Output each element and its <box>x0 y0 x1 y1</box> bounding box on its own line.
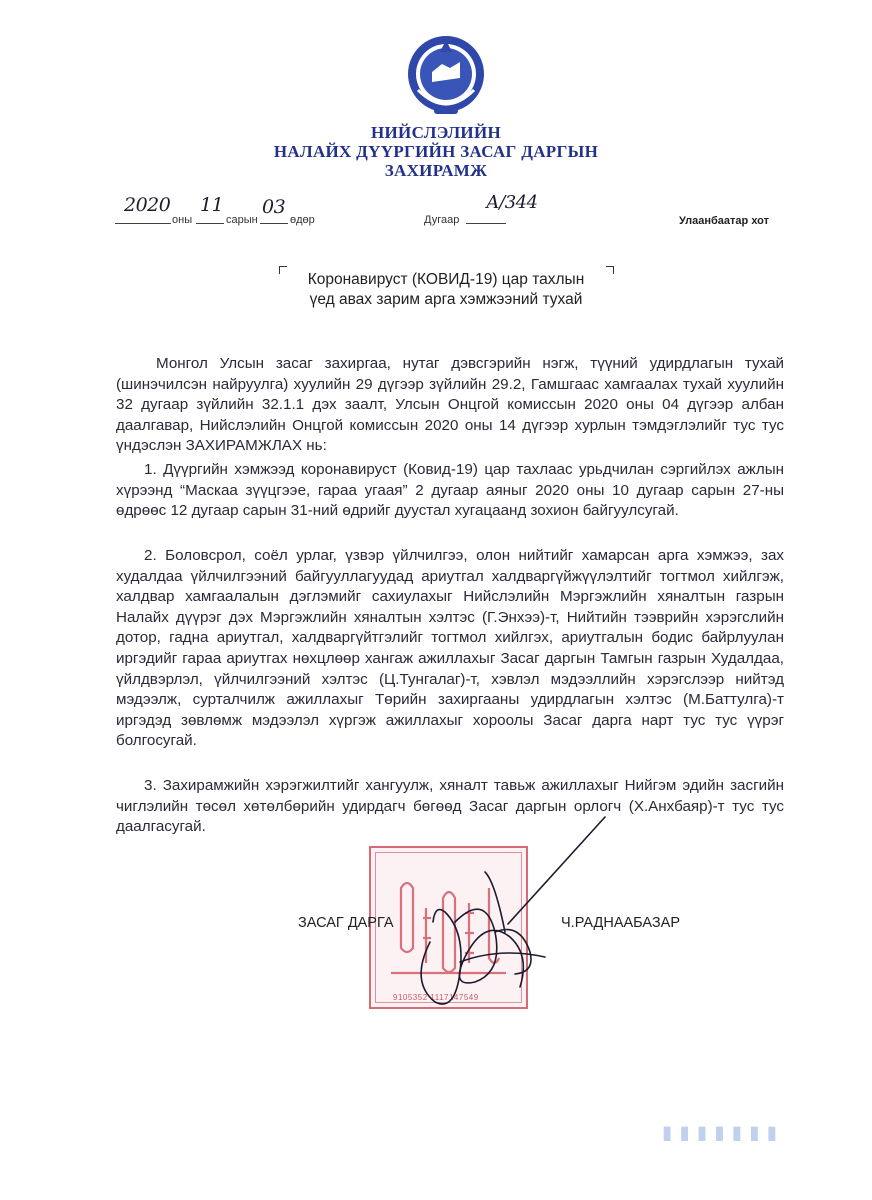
state-emblem-icon <box>404 34 488 120</box>
number-handwritten: А/344 <box>486 192 538 213</box>
clause-2-paragraph: 2. Боловсрол, соёл урлаг, үзвэр үйлчилгээ, олон нийтийг хамарсан арга хэмжээ, зах худалдаа үйлчилгээний байгууллагуудад ариутгал халдваргүйжүүлэлтийг тогтмол хийлгэж, халдвар хамгаалалын дэглэмийг сахиулахыг Нийслэлийн Мэргэжлийн хяналтын газрын Налайх дүүрэг дэх Мэргэжлийн хяналтын хэлтэс (Г.Энхээ)-т, Нийтийн тээврийн хэрэгслийн дотор, гадна ариутгал, халдваргүйтгэлийг тогтмол хийлгэх, ариутгалын бодис байрлуулан иргэдийг гараа ариутгах нөхцлөөр хангаж ажиллахыг Засаг даргын Тамгын газрын Худалдаа, үйлдвэрлэл, үйлчилгээний хэлтэс (Ц.Тунгалаг)-т, хэвлэл мэдээллийн хэрэгслээр нийтэд мэдээлж, сурталчилж ажиллахыг Төрийн захиргааны удирдлагын хэлтэс (М.Баттулга)-т иргэдэд зөвлөмж мэдээлэл хүргэж ажиллахыг хороолы Засаг дарга нарт тус тус үүрэг болгосугай. <box>116 547 784 750</box>
subject-line-2: үед авах зарим арга хэмжээний тухай <box>309 291 583 308</box>
city-label: Улаанбаатар хот <box>679 215 770 227</box>
number-underline <box>466 223 506 224</box>
year-label: оны <box>172 214 193 226</box>
signatory-name: Ч.РАДНААБАЗАР <box>561 915 680 931</box>
organization-title-line-1: НИЙСЛЭЛИЙН <box>371 123 501 142</box>
clause-3-paragraph: 3. Захирамжийн хэрэгжилтийг хангуулж, хяналт тавьж ажиллахыг Нийгэм эдийн засгийн чиглэлийн төсөл хөтөлбөрийн удирдагч бөгөөд Засаг даргын орлогч (Х.Анхбаяр)-т тус тус даалгасугай. <box>116 777 784 836</box>
month-label: сарын <box>226 214 258 226</box>
handwritten-signature-icon <box>400 812 620 1022</box>
number-label: Дугаар <box>424 214 460 226</box>
scan-date-watermark: ▮▮▮▮▮▮▮ <box>660 1118 783 1146</box>
day-handwritten: 03 <box>262 196 286 218</box>
subject-line-1: Коронавируст (КОВИД-19) цар тахлын <box>307 271 585 288</box>
year-handwritten: 2020 <box>124 194 171 216</box>
day-underline <box>260 223 288 224</box>
signatory-title: ЗАСАГ ДАРГА <box>298 915 394 931</box>
subject-block <box>286 270 606 310</box>
preamble-paragraph: Монгол Улсын засаг захиргаа, нутаг дэвсгэрийн нэгж, түүний удирдлагын тухай (шинэчилсэн найруулга) хуулийн 29 дүгээр зүйлийн 29.2, Гамшгаас хамгаалах тухай хуулийн 32 дугаар зүйлийн 32.1.1 дэх заалт, Улсын Онцгой комиссын 2020 оны 04 дүгээр албан даалгавар, Нийслэлийн Онцгой комиссын 2020 оны 14 дүгээр хурлын тэмдэглэлийг тус тус үндэслэн ЗАХИРАМЖЛАХ нь: <box>116 355 784 455</box>
clause-1-paragraph: 1. Дүүргийн хэмжээд коронавируст (Ковид-19) цар тахлаас урьдчилан сэргийлэх ажлын хүрээнд “Маскаа зүүцгээе, гараа угаая” 2 дугаар аяныг 2020 оны 10 дугаар сарын 27-ны өдрөөс 12 дугаар сарын 31-ний өдрийг дуустал хугацаанд зохион байгуулсугай. <box>116 461 784 520</box>
day-label: өдөр <box>290 214 315 226</box>
subject-bracket-right <box>606 266 614 274</box>
month-underline <box>196 223 224 224</box>
stamp-registration-number: 9105352 1117147549 <box>393 993 479 1002</box>
organization-title-line-2: НАЛАЙХ ДҮҮРГИЙН ЗАСАГ ДАРГЫН <box>273 142 599 161</box>
year-underline <box>115 223 171 224</box>
month-handwritten: 11 <box>200 194 224 216</box>
document-type-title: ЗАХИРАМЖ <box>384 161 488 180</box>
